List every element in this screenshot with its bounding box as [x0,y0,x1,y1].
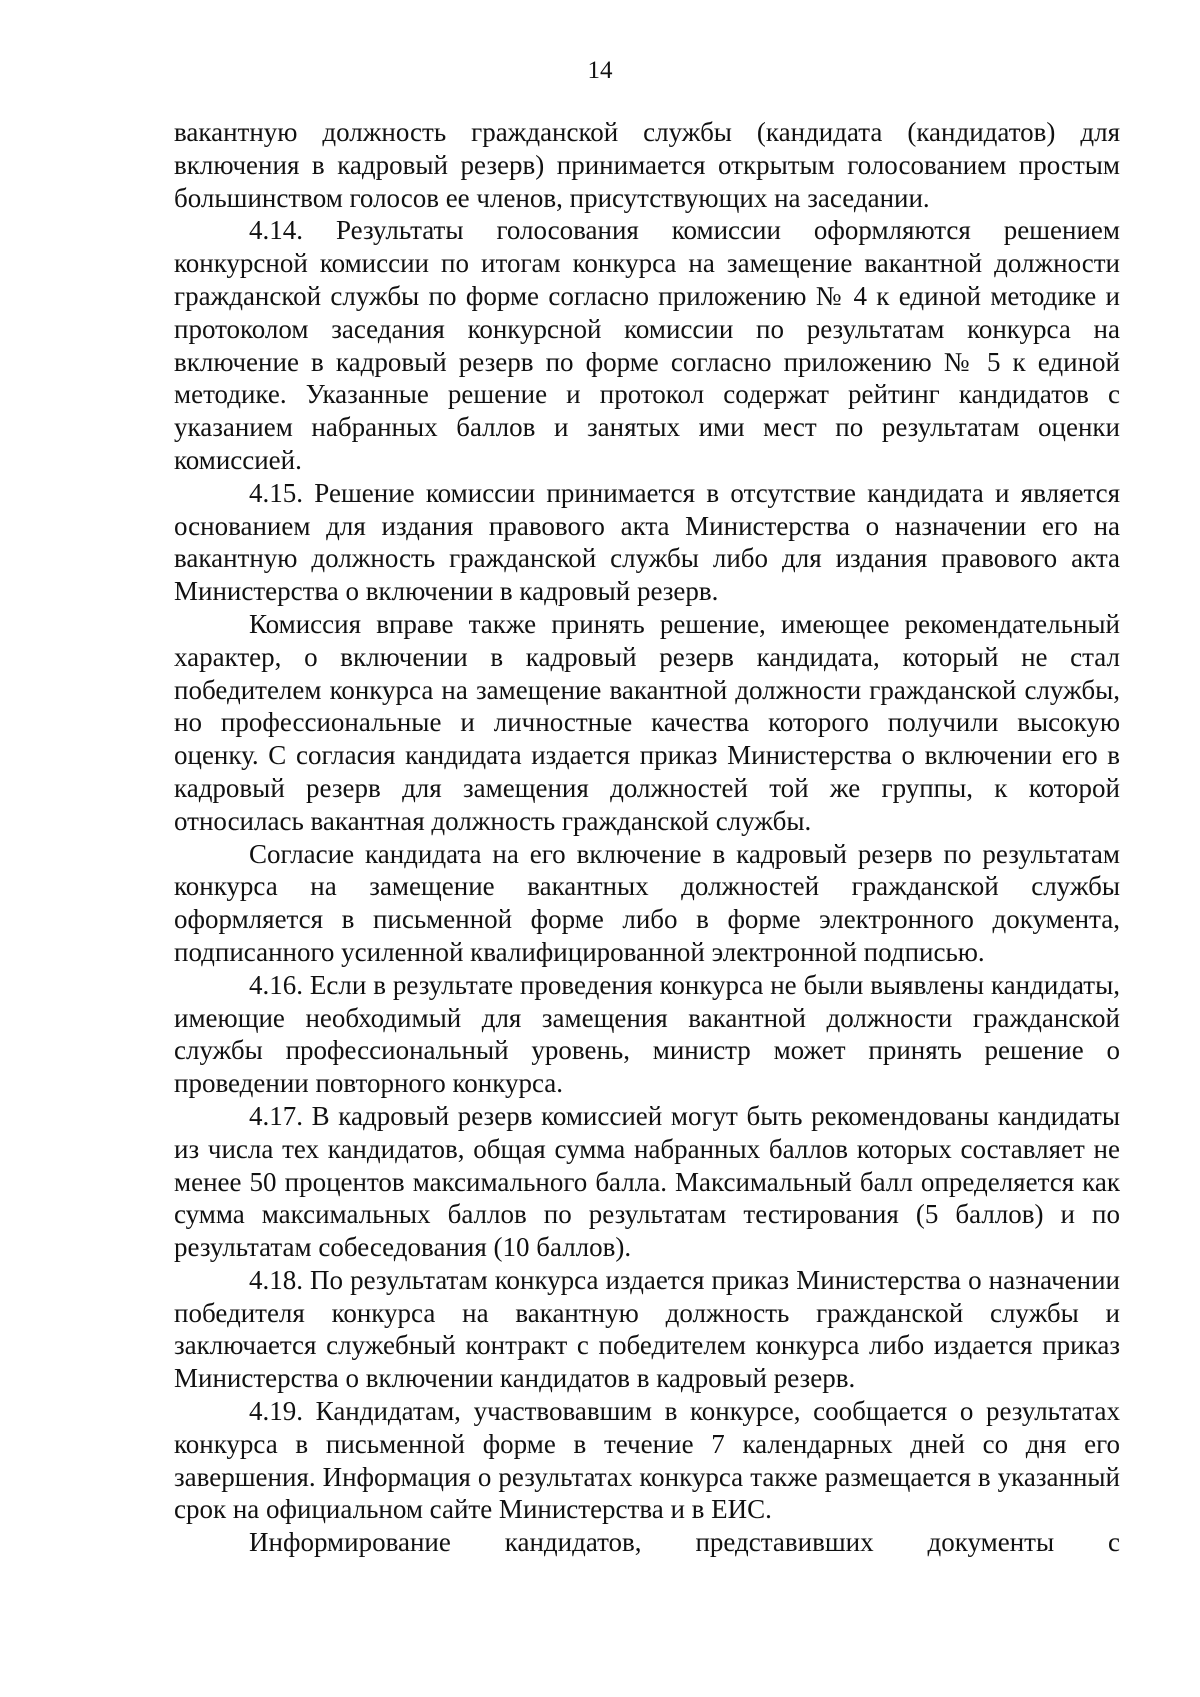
paragraph-informing-candidates: Информирование кандидатов, представивших документы с [249,1527,1120,1558]
paragraph-4-18: 4.18. По результатам конкурса издается приказ Министерства о назначении победителя конкурса на вакантную должность гражданской службы и заключается служебный контракт с победителем конкурса либо издается приказ Министерства о включении кандидатов в кадровый резерв. [174,1264,1120,1394]
document-body [174,116,1120,1559]
paragraph-4-15: 4.15. Решение комиссии принимается в отсутствие кандидата и является основанием для издания правового акта Министерства о назначении его на вакантную должность гражданской службы либо для издания правового акта Министерства о включении в кадровый резерв. [174,477,1120,607]
paragraph-continuation: вакантную должность гражданской службы (кандидата (кандидатов) для включения в кадровый резерв) принимается открытым голосованием простым большинством голосов ее членов, присутствующих на заседании. [174,117,1120,213]
paragraph-commission-right: Комиссия вправе также принять решение, имеющее рекомендательный характер, о включении в кадровый резерв кандидата, который не стал победителем конкурса на замещение вакантной должности гражданской службы, но профессиональные и личностные качества которого получили высокую оценку. С согласия кандидата издается приказ Министерства о включении его в кадровый резерв для замещения должностей той же группы, к которой относилась вакантная должность гражданской службы. [174,608,1120,836]
paragraph-4-17: 4.17. В кадровый резерв комиссией могут быть рекомендованы кандидаты из числа тех кандидатов, общая сумма набранных баллов которых составляет не менее 50 процентов максимального балла. Максимальный балл определяется как сумма максимальных баллов по результатам тестирования (5 баллов) и по результатам собеседования (10 баллов). [174,1100,1120,1263]
page-number: 14 [587,57,613,84]
paragraph-4-16: 4.16. Если в результате проведения конкурса не были выявлены кандидаты, имеющие необходимый для замещения вакантной должности гражданской службы профессиональный уровень, министр может принять решение о проведении повторного конкурса. [174,969,1120,1099]
paragraph-4-14: 4.14. Результаты голосования комиссии оформляются решением конкурсной комиссии по итогам конкурса на замещение вакантной должности гражданской службы по форме согласно приложению № 4 к единой методике и протоколом заседания конкурсной комиссии по результатам конкурса на включение в кадровый резерв по форме согласно приложению № 5 к единой методике. Указанные решение и протокол содержат рейтинг кандидатов с указанием набранных баллов и занятых ими мест по результатам оценки комиссией. [174,215,1120,475]
paragraph-4-19: 4.19. Кандидатам, участвовавшим в конкурсе, сообщается о результатах конкурса в письменной форме в течение 7 календарных дней со дня его завершения. Информация о результатах конкурса также размещается в указанный срок на официальном сайте Министерства и в ЕИС. [174,1396,1120,1525]
paragraph-candidate-consent: Согласие кандидата на его включение в кадровый резерв по результатам конкурса на замещение вакантных должностей гражданской службы оформляется в письменной форме либо в форме электронного документа, подписанного усиленной квалифицированной электронной подписью. [174,838,1120,967]
